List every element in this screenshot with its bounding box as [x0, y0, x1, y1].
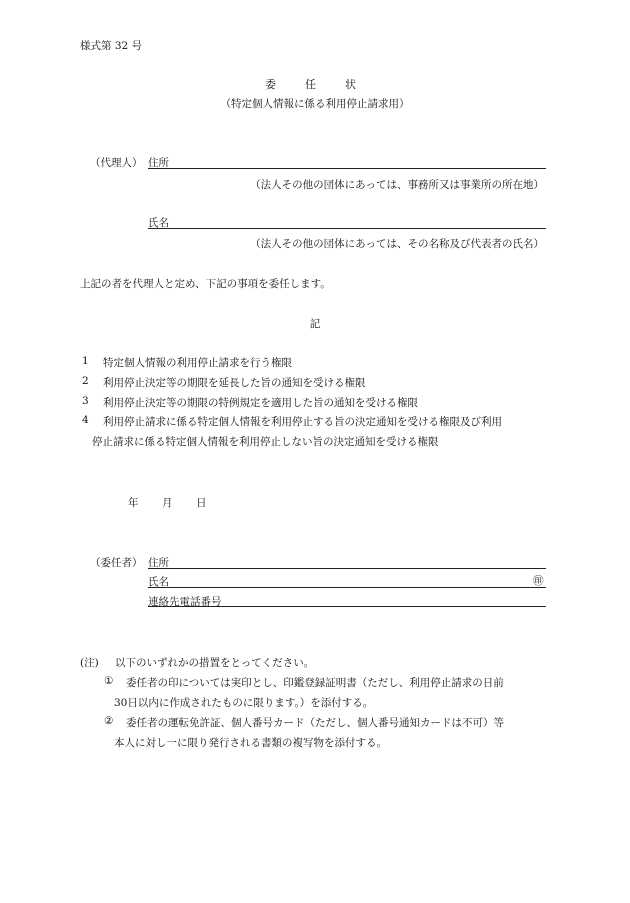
note-line: 委任者の運転免許証、個人番号カード（ただし、個人番号通知カードは不可）等 — [126, 717, 504, 729]
agent-name-label: 氏名 — [148, 217, 169, 229]
item-number: 3 — [82, 395, 89, 407]
page-title: 委 任 状 — [265, 78, 365, 91]
note-line: 委任者の印については実印とし、印鑑登録証明書（ただし、利用停止請求の日前 — [126, 677, 504, 689]
delegator-name-label: 氏名 — [148, 576, 169, 588]
list-item-continuation: 停止請求に係る特定個人情報を利用停止しない旨の決定通知を受ける権限 — [92, 436, 439, 448]
form-number: 様式第 32 号 — [80, 40, 143, 52]
delegator-phone-label: 連絡先電話番号 — [148, 596, 222, 608]
date-month: 月 — [162, 497, 173, 509]
agent-label: （代理人） — [90, 157, 143, 169]
delegator-name-field[interactable] — [148, 587, 546, 588]
notes-intro: 以下のいずれかの措置をとってください。 — [115, 657, 315, 669]
list-item: 利用停止決定等の期限を延長した旨の通知を受ける権限 — [103, 377, 366, 389]
ki-heading: 記 — [309, 318, 321, 330]
note-line: 本人に対し一に限り発行される書類の複写物を添付する。 — [114, 737, 387, 749]
seal-mark: ㊞ — [533, 575, 544, 587]
page-subtitle: （特定個人情報に係る利用停止請求用） — [220, 98, 410, 110]
list-item: 利用停止請求に係る特定個人情報を利用停止する旨の決定通知を受ける権限及び利用 — [103, 416, 502, 428]
delegator-label: （委任者） — [90, 557, 143, 569]
agent-address-note: （法人その他の団体にあっては、事務所又は事業所の所在地） — [250, 179, 544, 191]
agent-name-field[interactable] — [148, 228, 546, 229]
delegator-address-field[interactable] — [148, 568, 546, 569]
note-mark: ② — [104, 715, 114, 727]
agent-address-field[interactable] — [148, 168, 546, 169]
agent-name-note: （法人その他の団体にあっては、その名称及び代表者の氏名） — [250, 238, 544, 250]
item-number: 2 — [82, 375, 89, 387]
delegation-statement: 上記の者を代理人と定め、下記の事項を委任します。 — [80, 278, 331, 290]
note-line: 30日以内に作成されたものに限ります。）を添付する。 — [114, 697, 374, 709]
list-item: 特定個人情報の利用停止請求を行う権限 — [103, 357, 292, 369]
note-mark: ① — [104, 675, 114, 687]
list-item: 利用停止決定等の期限の特例規定を適用した旨の通知を受ける権限 — [103, 397, 418, 409]
item-number: 1 — [82, 355, 89, 367]
date-day: 日 — [196, 497, 207, 509]
item-number: 4 — [82, 414, 89, 426]
delegator-phone-field[interactable] — [148, 606, 546, 607]
agent-address-label: 住所 — [148, 157, 169, 169]
notes-label: (注) — [80, 657, 99, 669]
date-year: 年 — [128, 497, 139, 509]
delegator-address-label: 住所 — [148, 557, 169, 569]
